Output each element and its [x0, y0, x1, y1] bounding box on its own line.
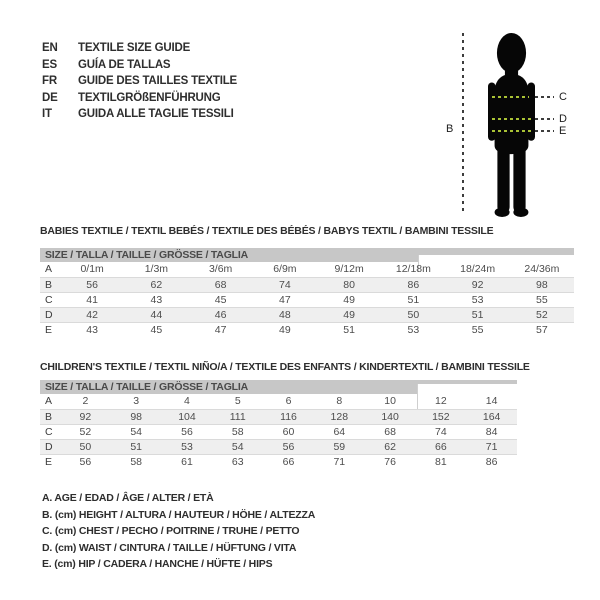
table-cell: 74: [435, 426, 447, 438]
table-cell: 50: [79, 441, 92, 453]
language-code: IT: [42, 108, 52, 120]
row-cells: [60, 278, 574, 292]
chest-measure-dashes: [492, 96, 529, 98]
table-cell: 86: [485, 456, 498, 468]
row-label: E: [45, 456, 53, 468]
children-table-body: [40, 394, 517, 469]
row-cells: [60, 440, 517, 454]
babies-size-table: [40, 248, 574, 337]
row-label: B: [45, 411, 53, 423]
table-cell: 66: [435, 441, 447, 453]
table-cell: 56: [282, 441, 295, 453]
legend-item: A. AGE / EDAD / ÂGE / ALTER / ETÀ: [42, 492, 214, 504]
table-cell: 64: [333, 426, 346, 438]
table-cell: 53: [407, 324, 420, 336]
row-label: D: [45, 309, 53, 321]
table-row: [40, 409, 517, 424]
table-cell: 43: [86, 324, 98, 336]
table-cell: 92: [471, 279, 484, 291]
row-label: A: [45, 263, 53, 275]
row-cells: [60, 308, 574, 322]
row-label: B: [45, 279, 53, 291]
table-cell: 10: [384, 395, 396, 407]
silhouette-right-leg: [513, 113, 525, 213]
table-cell: 60: [282, 426, 295, 438]
table-cell: 43: [150, 294, 163, 306]
table-row: [40, 262, 574, 277]
table-cell: 63: [231, 456, 244, 468]
table-cell: 56: [86, 279, 98, 291]
language-guide-title: GUIDE DES TAILLES TEXTILE: [78, 75, 237, 87]
waist-measure-leader: [535, 118, 554, 120]
table-cell: 12/18m: [395, 263, 431, 275]
table-cell: 66: [282, 456, 295, 468]
table-cell: 111: [229, 411, 246, 423]
table-cell: 74: [279, 279, 291, 291]
language-row: [42, 57, 237, 74]
table-cell: 140: [381, 411, 399, 423]
table-cell: 59: [333, 441, 346, 453]
table-cell: 53: [181, 441, 193, 453]
table-cell: 54: [130, 426, 143, 438]
legend-item: D. (cm) WAIST / CINTURA / TAILLE / HÜFTUNG / VITA: [42, 541, 297, 554]
silhouette-right-foot: [513, 208, 528, 218]
table-cell: 53: [471, 294, 484, 306]
table-cell: 45: [150, 324, 163, 336]
measurement-legend: [42, 490, 315, 573]
table-cell: 42: [86, 309, 98, 321]
language-row: [42, 90, 237, 107]
language-guide-title: TEXTILGRÖßENFÜHRUNG: [78, 91, 221, 104]
row-label: C: [45, 294, 53, 306]
table-cell: 61: [181, 456, 193, 468]
table-cell: 71: [333, 456, 346, 468]
row-label: C: [45, 426, 53, 438]
table-row: [40, 322, 574, 337]
table-cell: 8: [336, 395, 343, 407]
silhouette-left-leg: [497, 113, 509, 213]
table-cell: 44: [150, 309, 163, 321]
table-cell: 86: [407, 279, 420, 291]
table-cell: 5: [234, 395, 241, 407]
table-cell: 68: [384, 426, 396, 438]
silhouette-right-arm: [527, 83, 535, 141]
table-cell: 6/9m: [273, 263, 297, 275]
table-cell: 62: [150, 279, 163, 291]
table-cell: 47: [279, 294, 291, 306]
table-cell: 56: [181, 426, 193, 438]
table-cell: 71: [485, 441, 498, 453]
table-cell: 6: [285, 395, 292, 407]
table-cell: 50: [407, 309, 420, 321]
table-cell: 128: [330, 411, 349, 423]
table-cell: 45: [214, 294, 227, 306]
table-cell: 18/24m: [460, 263, 496, 275]
table-cell: 49: [343, 309, 355, 321]
table-cell: 98: [130, 411, 143, 423]
table-cell: 152: [432, 411, 450, 423]
row-cells: [60, 323, 574, 337]
table-cell: 9/12m: [334, 263, 364, 275]
language-row: [42, 106, 237, 123]
table-cell: 1/3m: [144, 263, 169, 275]
table-cell: 58: [130, 456, 143, 468]
table-cell: 57: [536, 324, 548, 336]
table-cell: 76: [384, 456, 396, 468]
row-label: E: [45, 324, 53, 336]
row-label: D: [45, 441, 53, 453]
height-measure-dashed-line: [462, 33, 464, 213]
language-code: FR: [42, 75, 57, 87]
babies-table-title: BABIES TEXTILE / TEXTIL BEBÉS / TEXTILE DES BÉBÉS / BABYS TEXTIL / BAMBINI TESSILE: [40, 225, 494, 237]
table-cell: 55: [536, 294, 548, 306]
table-cell: 49: [343, 294, 355, 306]
table-cell: 49: [279, 324, 291, 336]
table-cell: 62: [384, 441, 396, 453]
table-cell: 55: [471, 324, 484, 336]
hip-measure-dashes: [492, 130, 532, 132]
silhouette-left-foot: [495, 208, 510, 218]
table-cell: 3: [133, 395, 140, 407]
language-title-list: [42, 40, 237, 123]
language-guide-title: GUÍA DE TALLAS: [78, 58, 171, 71]
legend-item: E. (cm) HIP / CADERA / HANCHE / HÜFTE / HIPS: [42, 558, 273, 570]
hip-measure-label: E: [559, 125, 567, 137]
table-row: [40, 277, 574, 292]
children-table-title: CHILDREN'S TEXTILE / TEXTIL NIÑO/A / TEXTILE DES ENFANTS / KINDERTEXTIL / BAMBINI TESSILE: [40, 361, 530, 373]
table-cell: 84: [485, 426, 498, 438]
table-cell: 51: [130, 441, 143, 453]
hip-measure-leader: [535, 130, 554, 132]
table-cell: 80: [343, 279, 355, 291]
child-measurement-figure: [440, 12, 600, 227]
table-row: [40, 424, 517, 439]
table-cell: 92: [79, 411, 92, 423]
table-cell: 51: [343, 324, 355, 336]
table-cell: 41: [86, 294, 98, 306]
table-cell: 0/1m: [80, 263, 104, 275]
children-size-header-bar: SIZE / TALLA / TAILLE / GRÖSSE / TAGLIA: [40, 380, 517, 394]
waist-measure-dashes: [492, 118, 532, 120]
table-cell: 58: [231, 426, 244, 438]
chest-measure-label: C: [559, 91, 567, 103]
table-cell: 54: [231, 441, 244, 453]
table-cell: 52: [79, 426, 92, 438]
language-guide-title: GUIDA ALLE TAGLIE TESSILI: [78, 108, 234, 120]
table-cell: 98: [536, 279, 548, 291]
table-row: [40, 307, 574, 322]
table-row: [40, 454, 517, 469]
table-cell: 2: [82, 395, 89, 407]
chest-measure-leader: [535, 96, 554, 98]
row-label: A: [45, 395, 53, 407]
table-cell: 12: [435, 395, 447, 407]
row-cells: [60, 293, 574, 307]
table-cell: 56: [79, 456, 92, 468]
table-cell: 24/36m: [524, 263, 560, 275]
height-measure-label: B: [446, 123, 454, 135]
table-cell: 48: [279, 309, 291, 321]
table-cell: 116: [280, 411, 297, 423]
language-guide-title: TEXTILE SIZE GUIDE: [78, 42, 191, 54]
table-cell: 46: [214, 309, 227, 321]
table-row: [40, 292, 574, 307]
table-cell: 81: [435, 456, 447, 468]
table-row: [40, 394, 517, 409]
row-cells: [60, 262, 574, 277]
babies-table-body: [40, 262, 574, 337]
table-cell: 164: [482, 411, 501, 423]
babies-size-header-bar: SIZE / TALLA / TAILLE / GRÖSSE / TAGLIA: [40, 248, 574, 262]
language-code: ES: [42, 58, 57, 71]
row-cells: [60, 455, 517, 469]
child-silhouette: [488, 32, 535, 218]
table-row: [40, 439, 517, 454]
row-cells: [60, 410, 517, 424]
table-cell: 51: [407, 294, 420, 306]
language-row: [42, 73, 237, 90]
legend-item: B. (cm) HEIGHT / ALTURA / HAUTEUR / HÖHE / ALTEZZA: [42, 508, 316, 521]
language-code: EN: [42, 42, 58, 54]
table-cell: 14: [485, 395, 498, 407]
legend-item: C. (cm) CHEST / PECHO / POITRINE / TRUHE / PETTO: [42, 525, 300, 537]
table-cell: 68: [214, 279, 227, 291]
row-cells: [60, 394, 517, 409]
language-code: DE: [42, 91, 58, 104]
table-cell: 52: [536, 309, 548, 321]
table-cell: 47: [214, 324, 227, 336]
row-cells: [60, 425, 517, 439]
silhouette-left-arm: [488, 83, 496, 141]
table-cell: 4: [184, 395, 190, 407]
waist-measure-label: D: [559, 113, 567, 125]
children-size-table: [40, 380, 517, 469]
language-row: [42, 40, 237, 57]
table-cell: 3/6m: [208, 263, 233, 275]
table-cell: 104: [178, 411, 196, 423]
table-cell: 51: [471, 309, 484, 321]
